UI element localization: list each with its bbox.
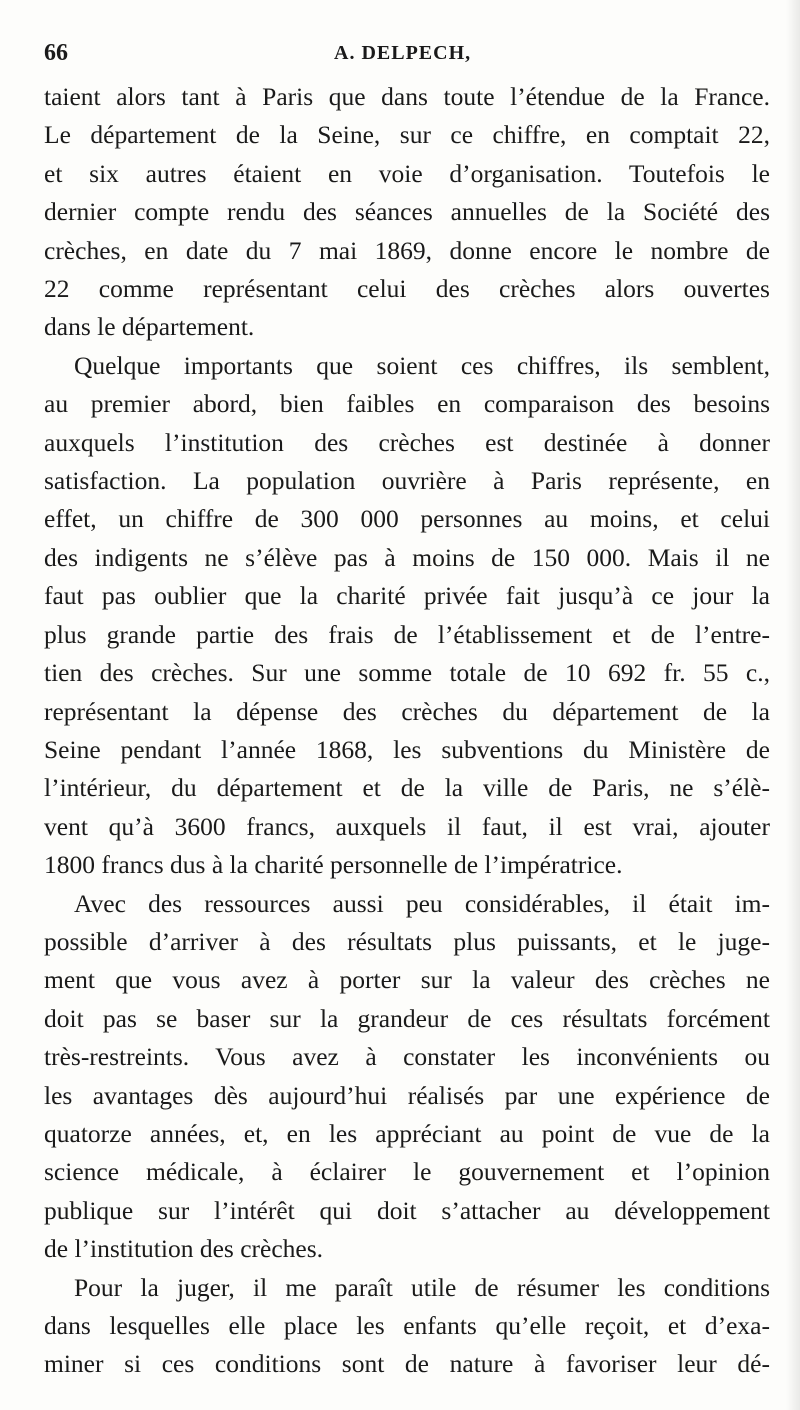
text-line: très-restreints. Vous avez à constater les inconvénients ou	[44, 1042, 770, 1072]
text-line: possible d’arriver à des résultats plus puissants, et le juge-	[44, 926, 770, 956]
text-line: vent qu’à 3600 francs, auxquels il faut, il est vrai, ajouter	[44, 811, 770, 841]
text-line: et six autres étaient en voie d’organisation. Toutefois le	[44, 158, 770, 188]
text-line: satisfaction. La population ouvrière à Paris représente, en	[44, 466, 770, 496]
text-line: auxquels l’institution des crèches est destinée à donner	[44, 427, 770, 457]
body-text	[44, 78, 770, 1384]
text-line: miner si ces conditions sont de nature à favoriser leur dé-	[44, 1349, 770, 1379]
paragraph	[44, 885, 770, 1269]
text-line: de l’institution des crèches.	[44, 1234, 324, 1264]
text-line: Seine pendant l’année 1868, les subventions du Ministère de	[44, 734, 770, 764]
text-line: taient alors tant à Paris que dans toute l’étendue de la France.	[44, 82, 770, 111]
scan-edge-shadow	[786, 0, 800, 1410]
paragraph	[44, 1269, 770, 1384]
text-line: Avec des ressources aussi peu considérables, il était im-	[74, 888, 770, 918]
text-line: science médicale, à éclairer le gouvernement et l’opinion	[44, 1157, 770, 1187]
text-line: tien des crèches. Sur une somme totale de 10 692 fr. 55 c.,	[44, 658, 770, 688]
text-line: représentant la dépense des crèches du département de la	[44, 696, 770, 726]
text-line: dernier compte rendu des séances annuelles de la Société des	[44, 197, 770, 227]
paragraph	[44, 347, 770, 885]
running-head: A. DELPECH,	[334, 42, 472, 64]
text-line: plus grande partie des frais de l’établissement et de l’entre-	[44, 619, 770, 649]
page-header	[44, 40, 764, 70]
text-line: dans lesquelles elle place les enfants qu’elle reçoit, et d’exa-	[44, 1311, 770, 1340]
text-line: effet, un chiffre de 300 000 personnes au moins, et celui	[44, 504, 770, 534]
text-line: 1800 francs dus à la charité personnelle de l’impératrice.	[44, 850, 623, 880]
text-line: ment que vous avez à porter sur la valeur des crèches ne	[44, 965, 770, 995]
text-line: l’intérieur, du département et de la ville de Paris, ne s’élè-	[44, 773, 770, 803]
text-line: faut pas oublier que la charité privée fait jusqu’à ce jour la	[44, 581, 770, 611]
page-number: 66	[44, 40, 68, 66]
text-line: Quelque importants que soient ces chiffres, ils semblent,	[74, 350, 770, 380]
text-line: doit pas se baser sur la grandeur de ces résultats forcément	[44, 1003, 770, 1033]
text-line: Le département de la Seine, sur ce chiffre, en comptait 22,	[44, 120, 770, 150]
text-line: au premier abord, bien faibles en comparaison des besoins	[44, 389, 770, 419]
text-line: Pour la juger, il me paraît utile de résumer les conditions	[74, 1272, 770, 1302]
text-line: des indigents ne s’élève pas à moins de 150 000. Mais il ne	[44, 542, 770, 572]
text-line: dans le département.	[44, 312, 255, 342]
text-line: 22 comme représentant celui des crèches alors ouvertes	[44, 274, 770, 304]
text-line: quatorze années, et, en les appréciant au point de vue de la	[44, 1118, 770, 1148]
paragraph	[44, 78, 770, 347]
text-line: les avantages dès aujourd’hui réalisés par une expérience de	[44, 1080, 770, 1110]
text-line: publique sur l’intérêt qui doit s’attacher au développement	[44, 1195, 770, 1225]
text-line: crèches, en date du 7 mai 1869, donne encore le nombre de	[44, 235, 770, 265]
